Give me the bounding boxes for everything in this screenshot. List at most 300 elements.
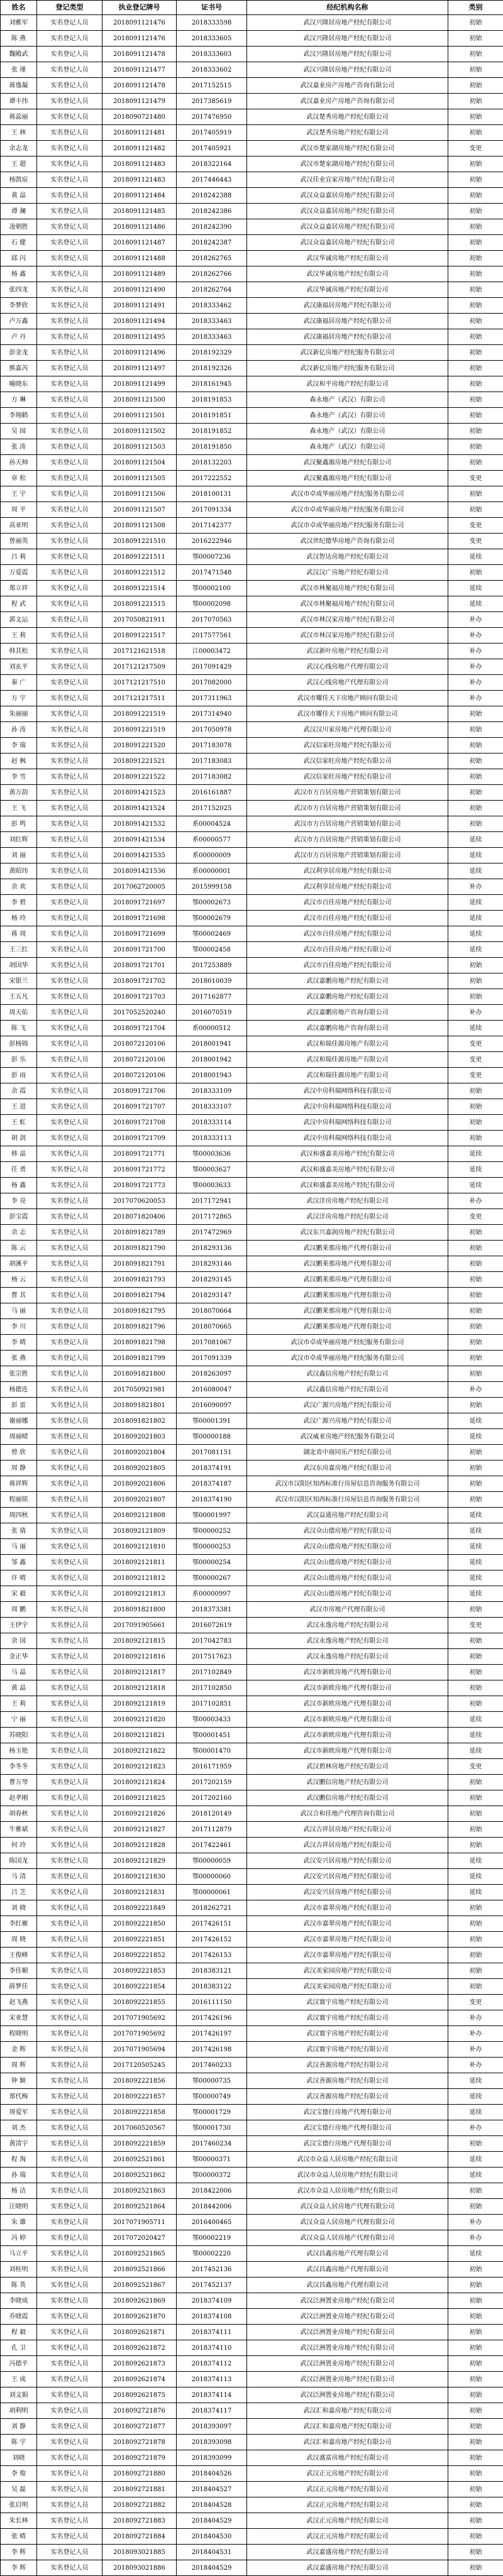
cell-category: 变更 — [448, 1995, 503, 2010]
cell-agency-name: 武汉泛洲置业房地产经纪有限公司 — [247, 2356, 448, 2372]
cell-agency-name: 武汉汉广房地产经纪有限公司 — [247, 565, 448, 581]
cell-agency-name: 武汉兴隆居房地产经纪有限公司 — [247, 15, 448, 31]
cell-category: 初始 — [448, 722, 503, 738]
cell-registration-type: 实名登记人员 — [37, 1099, 102, 1115]
cell-registration-type: 实名登记人员 — [37, 1712, 102, 1728]
table-body — [1, 15, 503, 2576]
table-row — [1, 298, 503, 314]
cell-category: 补办 — [448, 2230, 503, 2246]
cell-registration-type: 实名登记人员 — [37, 801, 102, 816]
cell-registration-type: 实名登记人员 — [37, 31, 102, 47]
cell-certificate-number: 2016080047 — [177, 1382, 247, 1398]
cell-category: 初始 — [448, 109, 503, 125]
cell-license-number: 2018092121818 — [102, 1680, 177, 1696]
table-row — [1, 1649, 503, 1665]
cell-category: 初始 — [448, 1099, 503, 1115]
cell-name: 邹 鑫 — [1, 1555, 37, 1570]
table-row — [1, 1366, 503, 1382]
cell-registration-type: 实名登记人员 — [37, 1680, 102, 1696]
cell-registration-type: 实名登记人员 — [37, 565, 102, 581]
cell-license-number: 2018091221512 — [102, 565, 177, 581]
cell-certificate-number: 系00000997 — [177, 1586, 247, 1602]
table-row — [1, 1728, 503, 1743]
cell-registration-type: 实名登记人员 — [37, 644, 102, 659]
cell-registration-type: 实名登记人员 — [37, 1853, 102, 1869]
cell-agency-name: 武汉市卓成华丽房地产经纪服务有限公司 — [247, 1335, 448, 1351]
cell-license-number: 2018091221510 — [102, 534, 177, 549]
cell-certificate-number: 鄂00002219 — [177, 2230, 247, 2246]
cell-registration-type: 实名登记人员 — [37, 706, 102, 722]
cell-license-number: 2018092221857 — [102, 2089, 177, 2105]
cell-license-number: 2018091821796 — [102, 1319, 177, 1335]
cell-name: 杨 玲 — [1, 911, 37, 926]
cell-agency-name: 武汉碧林房地产经纪有限公司 — [247, 1759, 448, 1775]
cell-certificate-number: 2018333605 — [177, 31, 247, 47]
cell-certificate-number: 2017081151 — [177, 1445, 247, 1461]
table-header-row — [1, 1, 503, 15]
cell-license-number: 2018092721884 — [102, 2529, 177, 2545]
table-row — [1, 1633, 503, 1649]
cell-certificate-number: 2015999158 — [177, 879, 247, 895]
cell-category: 延续 — [448, 832, 503, 848]
cell-category: 初始 — [448, 958, 503, 973]
table-row — [1, 801, 503, 816]
cell-certificate-number: 鄂00001729 — [177, 2105, 247, 2120]
table-row — [1, 376, 503, 392]
cell-agency-name: 森永地产（武汉）有限公司 — [247, 439, 448, 455]
cell-certificate-number: 2018191853 — [177, 392, 247, 408]
cell-certificate-number: 2018100131 — [177, 486, 247, 502]
cell-name: 吕 芝 — [1, 1885, 37, 1900]
cell-registration-type: 实名登记人员 — [37, 2246, 102, 2262]
cell-certificate-number: 2017405921 — [177, 141, 247, 156]
cell-certificate-number: 2018404527 — [177, 2482, 247, 2497]
cell-registration-type: 实名登记人员 — [37, 1618, 102, 1633]
table-row — [1, 125, 503, 141]
cell-license-number: 2018092221858 — [102, 2105, 177, 2120]
table-row — [1, 1932, 503, 1948]
cell-certificate-number: 2018333598 — [177, 15, 247, 31]
cell-agency-name: 武汉鑫信房地产经纪有限公司 — [247, 1382, 448, 1398]
cell-category: 延续 — [448, 1146, 503, 1162]
cell-name: 余 欢 — [1, 879, 37, 895]
cell-category: 变更 — [448, 534, 503, 549]
cell-license-number: 2018091821802 — [102, 1413, 177, 1429]
cell-agency-name: 武汉华诚房地产经纪有限公司 — [247, 266, 448, 282]
cell-name: 汪晓明 — [1, 2199, 37, 2215]
cell-certificate-number: 2018422006 — [177, 2183, 247, 2199]
cell-name: 马 丽 — [1, 1539, 37, 1555]
cell-agency-name: 武汉心线房地产代理有限公司 — [247, 675, 448, 691]
table-row — [1, 1351, 503, 1366]
cell-category: 延续 — [448, 1728, 503, 1743]
cell-certificate-number: 2018070665 — [177, 1319, 247, 1335]
cell-category: 延续 — [448, 549, 503, 565]
cell-agency-name: 武汉市百佳房地产经纪有限公司 — [247, 911, 448, 926]
cell-category: 补办 — [448, 659, 503, 675]
cell-agency-name: 武汉市方百居房地产营销策划有限公司 — [247, 848, 448, 863]
header-category: 类别 — [448, 1, 503, 15]
cell-registration-type: 实名登记人员 — [37, 2545, 102, 2560]
cell-name: 高亚明 — [1, 518, 37, 534]
cell-certificate-number: 2018374110 — [177, 2340, 247, 2356]
cell-category: 初始 — [448, 361, 503, 376]
table-row — [1, 329, 503, 345]
cell-registration-type: 实名登记人员 — [37, 1303, 102, 1319]
cell-agency-name: 武汉东房嘉房地产经纪有限公司 — [247, 1461, 448, 1476]
cell-agency-name: 武汉正元房地产经纪有限公司 — [247, 2529, 448, 2545]
cell-agency-name: 武汉善源房地产经纪有限公司 — [247, 2058, 448, 2073]
cell-certificate-number: 鄂00000252 — [177, 1523, 247, 1539]
cell-certificate-number: 2018374112 — [177, 2356, 247, 2372]
cell-registration-type: 实名登记人员 — [37, 1162, 102, 1178]
cell-name: 冯德平 — [1, 2356, 37, 2372]
cell-certificate-number: 鄂00002679 — [177, 911, 247, 926]
cell-registration-type: 实名登记人员 — [37, 1775, 102, 1790]
cell-name: 韩 晶 — [1, 1146, 37, 1162]
cell-certificate-number: 2017405919 — [177, 125, 247, 141]
cell-certificate-number: 鄂00002100 — [177, 581, 247, 596]
cell-agency-name: 武汉新亿房地产经纪服务有限公司 — [247, 345, 448, 361]
cell-certificate-number: 2018333603 — [177, 47, 247, 62]
table-row — [1, 659, 503, 675]
cell-agency-name: 森永地产（武汉）有限公司 — [247, 408, 448, 424]
table-row — [1, 2215, 503, 2230]
cell-license-number: 2018091721773 — [102, 1178, 177, 1193]
cell-registration-type: 实名登记人员 — [37, 1476, 102, 1492]
cell-category: 延续 — [448, 848, 503, 863]
cell-name: 王三红 — [1, 942, 37, 958]
cell-registration-type: 实名登记人员 — [37, 1256, 102, 1272]
cell-registration-type: 实名登记人员 — [37, 2340, 102, 2356]
cell-license-number: 2018092121811 — [102, 1555, 177, 1570]
cell-agency-name: 武汉嘉鹏房地产经纪有限公司 — [247, 973, 448, 989]
cell-category: 初始 — [448, 565, 503, 581]
cell-certificate-number: 2017426152 — [177, 1932, 247, 1948]
cell-certificate-number: 2018262766 — [177, 266, 247, 282]
cell-name: 杨玉艳 — [1, 1743, 37, 1759]
cell-category: 初始 — [448, 2466, 503, 2482]
cell-name: 卢 丹 — [1, 329, 37, 345]
cell-category: 变更 — [448, 141, 503, 156]
cell-certificate-number: 2017091429 — [177, 659, 247, 675]
cell-certificate-number: 2018404530 — [177, 2529, 247, 2545]
cell-certificate-number: 鄂00002673 — [177, 895, 247, 911]
table-row — [1, 219, 503, 235]
cell-name: 张 燕 — [1, 1351, 37, 1366]
cell-license-number: 2018091721707 — [102, 1099, 177, 1115]
cell-name: 陈国龙 — [1, 1853, 37, 1869]
cell-agency-name: 武汉众山德房地产经纪有限公司 — [247, 1523, 448, 1539]
header-license-number: 执业登记牌号 — [102, 1, 177, 15]
cell-registration-type: 实名登记人员 — [37, 1948, 102, 1963]
cell-certificate-number: 鄂00000372 — [177, 2168, 247, 2183]
cell-name: 程晓明 — [1, 2026, 37, 2042]
table-row — [1, 2450, 503, 2466]
cell-category: 变更 — [448, 1052, 503, 1068]
cell-registration-type: 实名登记人员 — [37, 1743, 102, 1759]
cell-registration-type: 实名登记人员 — [37, 1021, 102, 1036]
cell-license-number: 2018072120106 — [102, 1036, 177, 1052]
table-row — [1, 345, 503, 361]
table-row — [1, 47, 503, 62]
cell-name: 刘 晓 — [1, 1900, 37, 1916]
cell-agency-name: 森永地产（武汉）有限公司 — [247, 392, 448, 408]
cell-category: 初始 — [448, 1633, 503, 1649]
table-row — [1, 612, 503, 628]
cell-license-number: 2018091821801 — [102, 1398, 177, 1413]
cell-license-number: 2018091821800 — [102, 1366, 177, 1382]
cell-name: 王 宇 — [1, 486, 37, 502]
table-row — [1, 1806, 503, 1822]
cell-license-number: 2018092721876 — [102, 2403, 177, 2419]
cell-agency-name: 武汉嘉业房产房地产咨询有限公司 — [247, 94, 448, 109]
cell-name: 宋亚慧 — [1, 2010, 37, 2026]
cell-registration-type: 实名登记人员 — [37, 1131, 102, 1146]
table-row — [1, 832, 503, 848]
cell-certificate-number: 2018001943 — [177, 1068, 247, 1083]
cell-name: 蒋逸凝 — [1, 78, 37, 94]
cell-registration-type: 实名登记人员 — [37, 2293, 102, 2309]
cell-registration-type: 实名登记人员 — [37, 1838, 102, 1853]
cell-agency-name: 武汉世纪德华房地产咨询有限公司 — [247, 534, 448, 549]
cell-license-number: 2018092521863 — [102, 2183, 177, 2199]
cell-agency-name: 武汉宝德行房地产代理有限公司 — [247, 2105, 448, 2120]
cell-registration-type: 实名登记人员 — [37, 1555, 102, 1570]
cell-name: 陈 飞 — [1, 1021, 37, 1036]
cell-registration-type: 实名登记人员 — [37, 94, 102, 109]
cell-license-number: 2018092221859 — [102, 2136, 177, 2152]
table-row — [1, 2403, 503, 2419]
cell-name: 曾 欣 — [1, 1445, 37, 1461]
cell-agency-name: 武汉众益嘉居房地产经纪有限公司 — [247, 219, 448, 235]
cell-category: 延续 — [448, 1869, 503, 1885]
table-row — [1, 1335, 503, 1351]
cell-certificate-number: 2017183083 — [177, 754, 247, 769]
cell-agency-name: 武汉美家园房地产经纪有限公司 — [247, 1963, 448, 1979]
cell-agency-name: 武汉市方百居房地产营销策划有限公司 — [247, 801, 448, 816]
cell-category: 延续 — [448, 926, 503, 942]
cell-certificate-number: 鄂00000749 — [177, 2089, 247, 2105]
table-row — [1, 848, 503, 863]
table-row — [1, 1743, 503, 1759]
cell-category: 延续 — [448, 942, 503, 958]
cell-name: 李冬冬 — [1, 1759, 37, 1775]
cell-name: 刘 杰 — [1, 2120, 37, 2136]
cell-registration-type: 实名登记人员 — [37, 266, 102, 282]
cell-license-number: 2018091221519 — [102, 722, 177, 738]
cell-certificate-number: 2018293147 — [177, 1288, 247, 1303]
table-row — [1, 2419, 503, 2435]
cell-license-number: 2018092721877 — [102, 2419, 177, 2435]
cell-agency-name: 武汉康福居房地产经纪有限公司 — [247, 314, 448, 329]
cell-agency-name: 湖北省中商同乐产经纪有限公司 — [247, 1445, 448, 1461]
cell-certificate-number: 鄂00000254 — [177, 1555, 247, 1570]
cell-license-number: 2018091821798 — [102, 1335, 177, 1351]
cell-registration-type: 实名登记人员 — [37, 2560, 102, 2576]
cell-agency-name: 武汉市新欧房地产代理有限公司 — [247, 1743, 448, 1759]
table-row — [1, 1853, 503, 1869]
cell-category: 初始 — [448, 1256, 503, 1272]
cell-agency-name: 武汉寰宇房地产经纪有限公司 — [247, 2026, 448, 2042]
table-row — [1, 1570, 503, 1586]
cell-certificate-number: 2018393097 — [177, 2419, 247, 2435]
cell-agency-name: 武汉善源房地产经纪有限公司 — [247, 2089, 448, 2105]
cell-agency-name: 武汉众山德房地产经纪有限公司 — [247, 1570, 448, 1586]
cell-certificate-number: 系00000577 — [177, 832, 247, 848]
table-row — [1, 1712, 503, 1728]
cell-name: 金正华 — [1, 1649, 37, 1665]
cell-agency-name: 武汉众益嘉居房地产经纪有限公司 — [247, 188, 448, 204]
cell-license-number: 2017071905694 — [102, 2042, 177, 2058]
cell-agency-name: 武汉市百佳房地产经纪有限公司 — [247, 895, 448, 911]
cell-registration-type: 实名登记人员 — [37, 2325, 102, 2340]
cell-agency-name: 武汉市百佳房地产经纪有限公司 — [247, 942, 448, 958]
cell-name: 曹 其 — [1, 1288, 37, 1303]
cell-category: 初始 — [448, 1822, 503, 1838]
cell-license-number: 2018092221855 — [102, 1995, 177, 2010]
cell-category: 初始 — [448, 502, 503, 518]
cell-license-number: 2017072020427 — [102, 2230, 177, 2246]
cell-category: 初始 — [448, 282, 503, 298]
cell-registration-type: 实名登记人员 — [37, 1319, 102, 1335]
header-certificate-number: 证书号 — [177, 1, 247, 15]
cell-certificate-number: 2018010039 — [177, 973, 247, 989]
cell-certificate-number: 2018242386 — [177, 204, 247, 219]
cell-agency-name: 武汉市新欧房地产代理有限公司 — [247, 1712, 448, 1728]
cell-name: 魏殿武 — [1, 47, 37, 62]
cell-name: 彭 雨 — [1, 1068, 37, 1083]
cell-certificate-number: 2018374109 — [177, 2293, 247, 2309]
header-agency-name: 经纪机构名称 — [247, 1, 448, 15]
cell-license-number: 2018092521865 — [102, 2246, 177, 2262]
cell-certificate-number: 鄂00000060 — [177, 1869, 247, 1885]
table-row — [1, 1869, 503, 1885]
cell-registration-type: 实名登记人员 — [37, 471, 102, 486]
cell-license-number: 2017091905661 — [102, 1618, 177, 1633]
cell-registration-type: 实名登记人员 — [37, 659, 102, 675]
cell-license-number: 2018091721772 — [102, 1162, 177, 1178]
cell-certificate-number: 2018242390 — [177, 219, 247, 235]
cell-name: 李 雪 — [1, 769, 37, 785]
cell-license-number: 2018092121809 — [102, 1523, 177, 1539]
cell-category: 初始 — [448, 455, 503, 471]
cell-category: 初始 — [448, 1775, 503, 1790]
cell-agency-name: 武汉善源房地产经纪有限公司 — [247, 2073, 448, 2089]
cell-certificate-number: 2017517623 — [177, 1649, 247, 1665]
cell-category: 初始 — [448, 785, 503, 801]
cell-name: 马立平 — [1, 2246, 37, 2262]
cell-license-number: 2018092121822 — [102, 1743, 177, 1759]
table-row — [1, 2120, 503, 2136]
cell-agency-name: 武汉正元房地产经纪有限公司 — [247, 2497, 448, 2513]
cell-license-number: 2018092521862 — [102, 2168, 177, 2183]
cell-registration-type: 实名登记人员 — [37, 2215, 102, 2230]
table-row — [1, 1303, 503, 1319]
cell-certificate-number: 2018192329 — [177, 345, 247, 361]
cell-license-number: 2018092121829 — [102, 1853, 177, 1869]
cell-certificate-number: 2018070664 — [177, 1303, 247, 1319]
cell-registration-type: 实名登记人员 — [37, 2529, 102, 2545]
cell-category: 延续 — [448, 1712, 503, 1728]
cell-registration-type: 实名登记人员 — [37, 1178, 102, 1193]
cell-agency-name: 武汉鹏信房地产经纪有限公司 — [247, 1790, 448, 1806]
cell-agency-name: 武汉鹏信房地产经纪有限公司 — [247, 1775, 448, 1790]
cell-name: 李 晴 — [1, 1335, 37, 1351]
table-row — [1, 644, 503, 659]
cell-category: 初始 — [448, 2497, 503, 2513]
cell-category: 补办 — [448, 612, 503, 628]
cell-license-number: 2018091121483 — [102, 156, 177, 172]
cell-certificate-number: 2017476950 — [177, 109, 247, 125]
cell-certificate-number: 系00000512 — [177, 1021, 247, 1036]
cell-registration-type: 实名登记人员 — [37, 1209, 102, 1225]
cell-name: 周 静 — [1, 1461, 37, 1476]
cell-category: 延续 — [448, 1523, 503, 1539]
cell-registration-type: 实名登记人员 — [37, 125, 102, 141]
cell-registration-type: 实名登记人员 — [37, 2372, 102, 2387]
cell-license-number: 2018091221511 — [102, 549, 177, 565]
cell-license-number: 2018092521864 — [102, 2199, 177, 2215]
cell-certificate-number: 2018333107 — [177, 1099, 247, 1115]
cell-agency-name: 武汉利享居房地产经纪有限公司 — [247, 863, 448, 879]
cell-certificate-number: 鄂00000188 — [177, 1429, 247, 1445]
cell-category: 初始 — [448, 392, 503, 408]
table-row — [1, 1665, 503, 1680]
cell-registration-type: 实名登记人员 — [37, 376, 102, 392]
table-row — [1, 879, 503, 895]
cell-registration-type: 实名登记人员 — [37, 1461, 102, 1476]
cell-agency-name: 武汉市嘉翠房地产经纪有限公司 — [247, 1932, 448, 1948]
cell-registration-type: 实名登记人员 — [37, 2042, 102, 2058]
cell-registration-type: 实名登记人员 — [37, 1963, 102, 1979]
cell-agency-name: 武汉永逸房地产经纪有限公司 — [247, 1649, 448, 1665]
cell-certificate-number: 2018242387 — [177, 235, 247, 251]
cell-agency-name: 武汉市新欧房地产代理有限公司 — [247, 1728, 448, 1743]
cell-agency-name: 武汉市楚家湖房地产经纪有限公司 — [247, 141, 448, 156]
cell-category: 初始 — [448, 1272, 503, 1288]
cell-license-number: 2018091721702 — [102, 973, 177, 989]
cell-agency-name: 武汉鹏莱那房地产代理有限公司 — [247, 1288, 448, 1303]
table-row — [1, 596, 503, 612]
cell-category: 初始 — [448, 314, 503, 329]
cell-category: 初始 — [448, 2435, 503, 2450]
cell-certificate-number: 2016400465 — [177, 2215, 247, 2230]
cell-agency-name: 武汉和瑞佳源房地产有限公司 — [247, 1052, 448, 1068]
cell-license-number: 2018091121501 — [102, 408, 177, 424]
cell-registration-type: 实名登记人员 — [37, 1806, 102, 1822]
cell-name: 许 晴 — [1, 1570, 37, 1586]
cell-license-number: 2018092221851 — [102, 1932, 177, 1948]
cell-agency-name: 武汉众益嘉居房地产经纪有限公司 — [247, 204, 448, 219]
cell-name: 周 鹏 — [1, 1602, 37, 1618]
cell-agency-name: 武汉嘉鹏房地产咨询有限公司 — [247, 1021, 448, 1036]
cell-category: 补办 — [448, 628, 503, 644]
cell-certificate-number: 2017183082 — [177, 769, 247, 785]
cell-agency-name: 武汉美家园房地产经纪有限公司 — [247, 1979, 448, 1995]
cell-registration-type: 实名登记人员 — [37, 2183, 102, 2199]
cell-registration-type: 实名登记人员 — [37, 722, 102, 738]
cell-category: 初始 — [448, 2482, 503, 2497]
cell-registration-type: 实名登记人员 — [37, 1413, 102, 1429]
cell-category: 延续 — [448, 1570, 503, 1586]
cell-certificate-number: 2018263097 — [177, 1366, 247, 1382]
cell-agency-name: 武汉市方百居房地产营销策划有限公司 — [247, 816, 448, 832]
cell-name: 孔 卫 — [1, 2340, 37, 2356]
cell-category: 初始 — [448, 2340, 503, 2356]
cell-license-number: 2018091221515 — [102, 596, 177, 612]
cell-agency-name: 武汉昌鑫房地产代理有限公司 — [247, 2262, 448, 2277]
